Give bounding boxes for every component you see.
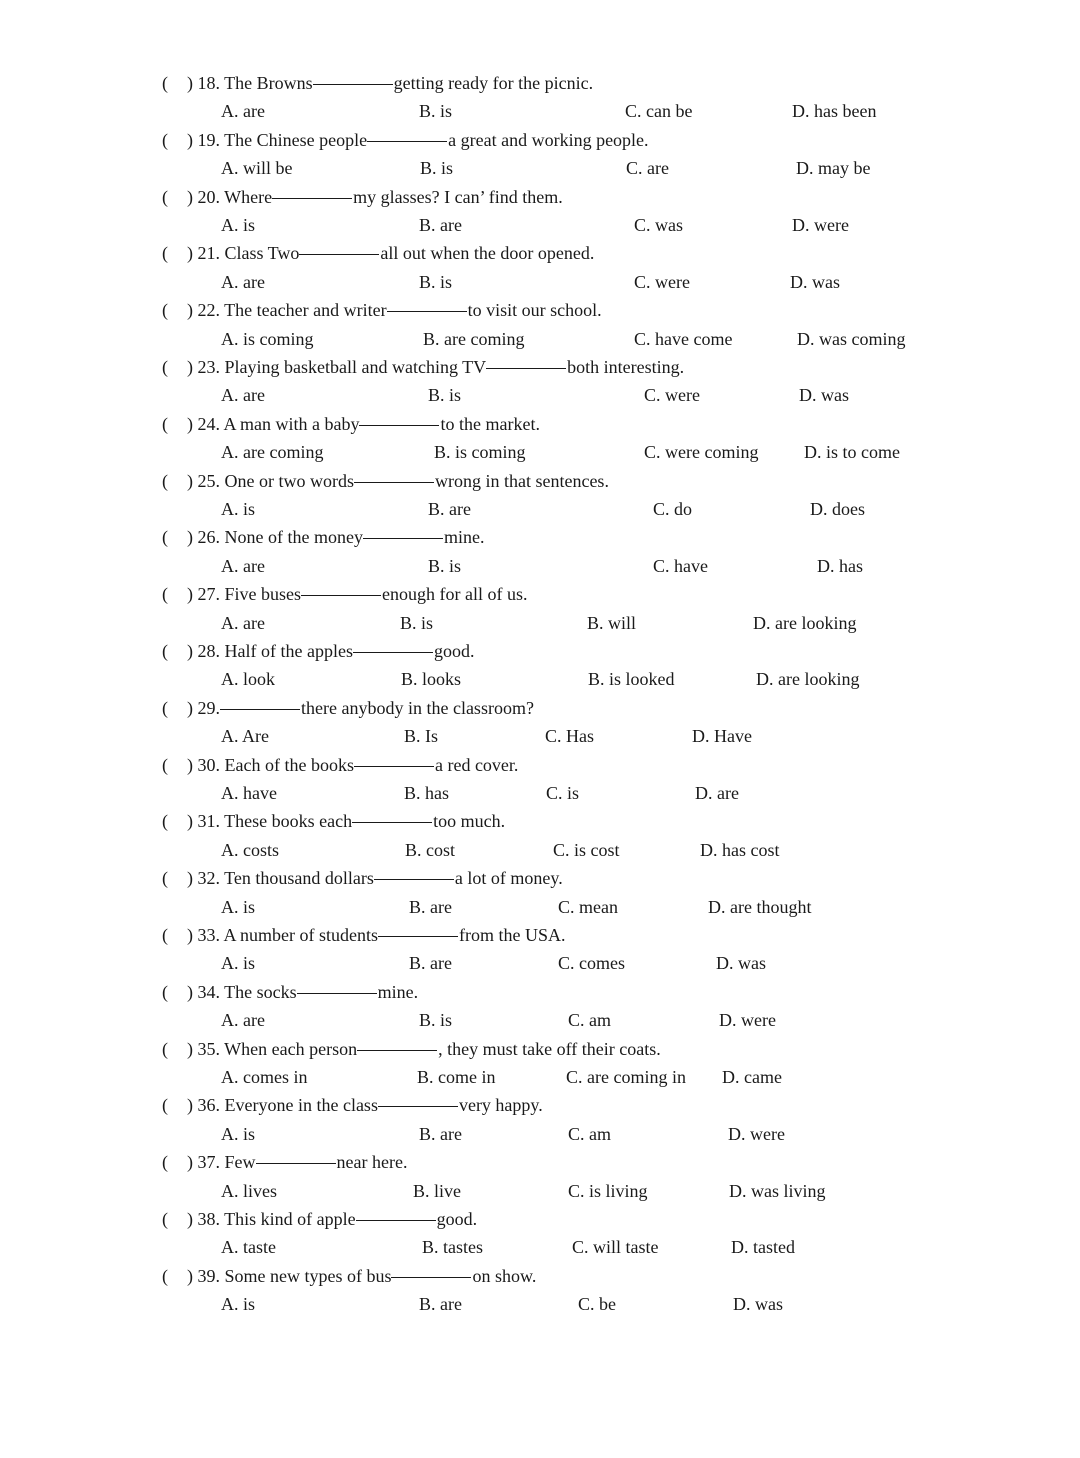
answer-blank (486, 367, 566, 369)
question-line (0, 1091, 1080, 1119)
option-b: B. are (419, 1123, 462, 1144)
question-continuation: near here. (336, 1152, 408, 1173)
answer-blank (356, 1219, 436, 1221)
option-c: C. will taste (572, 1237, 659, 1258)
option-b: B. are (419, 215, 462, 235)
option-b: B. is (420, 158, 454, 179)
option-c: C. am (568, 1123, 611, 1144)
question-line (0, 921, 1080, 949)
option-c: C. were (644, 385, 700, 406)
question-stem: ) 30. Each of the books (187, 754, 354, 775)
question-line (0, 1205, 1080, 1233)
option-b: B. cost (405, 839, 456, 860)
option-b: B. is (419, 1010, 453, 1031)
question-continuation: to the market. (440, 413, 540, 434)
answer-blank (374, 878, 454, 880)
answer-paren: ( (162, 981, 168, 1002)
option-b: B. has (404, 783, 449, 803)
options-row (0, 552, 1080, 580)
option-c: C. were coming (644, 442, 759, 463)
question-text (187, 523, 484, 551)
question-line (0, 296, 1080, 324)
option-d: D. were (719, 1010, 776, 1031)
question-continuation: too much. (433, 811, 506, 832)
option-c: C. Has (545, 726, 594, 747)
option-b: B. are coming (423, 328, 525, 349)
option-b: B. is (428, 555, 462, 576)
option-a: A. Are (221, 726, 269, 747)
answer-paren: ( (162, 641, 168, 661)
option-a: A. lives (221, 1180, 277, 1201)
question-text (187, 978, 418, 1006)
options-row (0, 722, 1080, 750)
answer-blank (378, 1105, 458, 1107)
options-row (0, 438, 1080, 466)
question-line (0, 410, 1080, 438)
answer-blank (272, 197, 352, 199)
question-text (187, 1205, 477, 1233)
option-a: A. are coming (221, 442, 324, 463)
question-line (0, 523, 1080, 551)
question-stem: ) 18. The Browns (187, 73, 313, 93)
question-continuation: enough for all of us. (382, 584, 528, 605)
question-line (0, 1035, 1080, 1063)
option-b: B. come in (417, 1067, 496, 1087)
option-b: B. looks (401, 669, 462, 690)
question-text (187, 864, 563, 892)
answer-paren: ( (162, 754, 168, 775)
answer-blank (357, 1049, 437, 1051)
answer-blank (391, 1276, 471, 1278)
question-line (0, 864, 1080, 892)
question-line (0, 353, 1080, 381)
question-continuation: a red cover. (434, 754, 519, 775)
options-row (0, 495, 1080, 523)
question-continuation: good. (433, 641, 475, 661)
option-a: A. are (221, 1010, 265, 1031)
answer-paren: ( (162, 811, 168, 832)
option-d: D. tasted (731, 1237, 795, 1258)
question-continuation: wrong in that sentences. (434, 470, 609, 491)
option-c: C. have (653, 555, 708, 576)
option-a: A. taste (221, 1237, 276, 1258)
option-a: A. is (221, 215, 256, 235)
option-a: A. is (221, 896, 256, 917)
answer-blank (359, 424, 439, 426)
option-d: D. was coming (797, 328, 906, 349)
option-c: C. be (578, 1294, 616, 1315)
option-b: B. are (419, 1294, 462, 1315)
answer-paren: ( (162, 300, 168, 321)
question-line (0, 1262, 1080, 1290)
question-continuation: good. (436, 1209, 478, 1229)
option-c: C. is living (568, 1180, 648, 1201)
question-text (187, 694, 534, 722)
options-row (0, 836, 1080, 864)
question-continuation: from the USA. (459, 925, 566, 945)
question-stem: ) 39. Some new types of bus (187, 1265, 392, 1286)
question-continuation: all out when the door opened. (380, 243, 595, 264)
question-stem: ) 24. A man with a baby (187, 413, 360, 434)
answer-paren: ( (162, 73, 168, 93)
answer-blank (256, 1162, 336, 1164)
option-d: D. has been (792, 101, 877, 122)
question-stem: ) 26. None of the money (187, 527, 363, 548)
option-d: D. are (695, 783, 739, 803)
option-c: C. were (634, 271, 690, 292)
option-d: D. has cost (700, 839, 780, 860)
option-b: B. is coming (434, 442, 526, 463)
question-stem: ) 32. Ten thousand dollars (187, 868, 374, 889)
question-line (0, 1148, 1080, 1176)
answer-blank (354, 481, 434, 483)
question-continuation: getting ready for the picnic. (393, 73, 594, 93)
answer-blank (313, 83, 393, 85)
options-row (0, 1233, 1080, 1261)
question-stem: ) 35. When each person (187, 1038, 358, 1059)
option-c: C. have come (634, 328, 733, 349)
option-d: D. was living (729, 1180, 826, 1201)
question-text (187, 69, 593, 97)
question-continuation: very happy. (458, 1095, 543, 1116)
option-d: D. has (817, 555, 863, 576)
option-b: B. is (419, 101, 453, 122)
question-stem: ) 25. One or two words (187, 470, 354, 491)
question-text (187, 637, 474, 665)
option-c: C. is cost (553, 839, 620, 860)
options-row (0, 1177, 1080, 1205)
option-d: D. was (790, 271, 840, 292)
question-text (187, 580, 527, 608)
question-stem: ) 21. Class Two (187, 243, 300, 264)
options-row (0, 381, 1080, 409)
option-a: A. is (221, 1294, 256, 1315)
answer-paren: ( (162, 925, 168, 945)
options-row (0, 325, 1080, 353)
answer-paren: ( (162, 697, 168, 718)
question-stem: ) 31. These books each (187, 811, 353, 832)
options-row (0, 665, 1080, 693)
answer-blank (299, 253, 379, 255)
option-a: A. have (221, 783, 277, 803)
option-c: C. are coming in (566, 1067, 686, 1087)
question-line (0, 807, 1080, 835)
option-c: C. are (626, 158, 669, 179)
option-d: D. are looking (753, 612, 857, 633)
options-row (0, 268, 1080, 296)
options-row (0, 1006, 1080, 1034)
option-c: C. do (653, 499, 693, 519)
question-text (187, 467, 609, 495)
question-stem: ) 23. Playing basketball and watching TV (187, 357, 487, 377)
answer-paren: ( (162, 243, 168, 264)
question-stem: ) 36. Everyone in the class (187, 1095, 378, 1116)
answer-blank (378, 935, 458, 937)
options-row (0, 779, 1080, 807)
options-row (0, 893, 1080, 921)
option-c: C. was (634, 215, 683, 235)
answer-paren: ( (162, 129, 168, 150)
question-continuation: mine. (443, 527, 485, 548)
question-continuation: on show. (472, 1265, 537, 1286)
question-stem: ) 37. Few (187, 1152, 256, 1173)
answer-paren: ( (162, 1038, 168, 1059)
option-b: B. are (409, 953, 452, 974)
question-line (0, 467, 1080, 495)
question-text (187, 239, 594, 267)
answer-blank (363, 537, 443, 539)
question-text (187, 126, 649, 154)
answer-blank (220, 708, 300, 710)
question-text (187, 1262, 536, 1290)
question-line (0, 978, 1080, 1006)
question-line (0, 580, 1080, 608)
question-text (187, 410, 540, 438)
option-d: D. were (728, 1123, 785, 1144)
answer-paren: ( (162, 470, 168, 491)
question-text (187, 1091, 543, 1119)
question-line (0, 751, 1080, 779)
answer-blank (387, 310, 467, 312)
option-d: D. was (799, 385, 849, 406)
option-b: B. tastes (422, 1237, 483, 1258)
question-stem: ) 19. The Chinese people (187, 129, 368, 150)
answer-paren: ( (162, 584, 168, 605)
option-d: D. were (792, 215, 849, 235)
answer-paren: ( (162, 1209, 168, 1229)
question-continuation: a lot of money. (454, 868, 563, 889)
option-b: B. are (428, 499, 471, 519)
question-continuation: my glasses? I can’ find them. (353, 186, 563, 207)
question-text (187, 1035, 661, 1063)
option-d: D. does (810, 499, 865, 519)
question-stem: ) 33. A number of students (187, 925, 378, 945)
answer-paren: ( (162, 1095, 168, 1116)
question-line (0, 694, 1080, 722)
option-b: B. live (413, 1180, 461, 1201)
question-stem: ) 34. The socks (187, 981, 297, 1002)
option-d: D. are looking (756, 669, 860, 690)
option-a: A. are (221, 612, 265, 633)
option-a: A. is (221, 499, 256, 519)
option-a: A. costs (221, 839, 279, 860)
option-a: A. will be (221, 158, 293, 179)
option-d: D. came (722, 1067, 782, 1087)
question-continuation: both interesting. (567, 357, 685, 377)
answer-paren: ( (162, 1265, 168, 1286)
answer-blank (352, 821, 432, 823)
option-a: A. is (221, 953, 256, 974)
answer-paren: ( (162, 527, 168, 548)
options-row (0, 1120, 1080, 1148)
option-c: C. is (546, 783, 580, 803)
option-d: D. Have (692, 726, 752, 747)
options-row (0, 949, 1080, 977)
option-b: B. Is (404, 726, 439, 747)
option-a: A. are (221, 101, 265, 122)
answer-paren: ( (162, 868, 168, 889)
question-text (187, 807, 505, 835)
question-text (187, 751, 518, 779)
answer-paren: ( (162, 1152, 168, 1173)
question-continuation: , they must take off their coats. (438, 1038, 661, 1059)
question-stem: ) 22. The teacher and writer (187, 300, 387, 321)
option-b: B. is (400, 612, 434, 633)
answer-blank (301, 594, 381, 596)
question-continuation: a great and working people. (448, 129, 649, 150)
question-line (0, 126, 1080, 154)
question-text (187, 183, 563, 211)
answer-blank (354, 765, 434, 767)
question-text (187, 1148, 407, 1176)
option-c: B. is looked (588, 669, 675, 690)
options-row (0, 154, 1080, 182)
question-text (187, 296, 602, 324)
option-b: B. is (428, 385, 462, 406)
question-stem: ) 38. This kind of apple (187, 1209, 356, 1229)
question-stem: ) 20. Where (187, 186, 273, 207)
options-row (0, 97, 1080, 125)
option-a: A. are (221, 555, 265, 576)
option-d: D. was (716, 953, 766, 974)
option-a: A. look (221, 669, 275, 690)
answer-blank (353, 651, 433, 653)
option-a: A. are (221, 385, 265, 406)
question-text (187, 921, 566, 949)
option-b: B. is (419, 271, 453, 292)
option-c: C. mean (558, 896, 618, 917)
options-row (0, 609, 1080, 637)
option-c: C. am (568, 1010, 611, 1031)
question-line (0, 183, 1080, 211)
options-row (0, 211, 1080, 239)
option-c: C. can be (625, 101, 693, 122)
answer-paren: ( (162, 413, 168, 434)
option-a: A. is coming (221, 328, 314, 349)
answer-paren: ( (162, 357, 168, 377)
question-continuation: there anybody in the classroom? (301, 697, 534, 718)
question-continuation: mine. (377, 981, 419, 1002)
option-b: B. are (409, 896, 452, 917)
option-d: D. was (733, 1294, 783, 1315)
option-a: A. are (221, 271, 265, 292)
question-stem: ) 28. Half of the apples (187, 641, 353, 661)
option-d: D. are thought (708, 896, 812, 917)
question-line (0, 69, 1080, 97)
options-row (0, 1063, 1080, 1091)
answer-blank (367, 140, 447, 142)
question-continuation: to visit our school. (467, 300, 602, 321)
question-line (0, 239, 1080, 267)
question-text (187, 353, 684, 381)
option-a: A. comes in (221, 1067, 308, 1087)
option-c: B. will (587, 612, 637, 633)
question-stem: ) 29. (187, 697, 220, 718)
option-d: D. may be (796, 158, 871, 179)
options-row (0, 1290, 1080, 1318)
option-a: A. is (221, 1123, 256, 1144)
option-c: C. comes (558, 953, 625, 974)
option-d: D. is to come (804, 442, 900, 463)
answer-blank (297, 992, 377, 994)
question-stem: ) 27. Five buses (187, 584, 301, 605)
question-line (0, 637, 1080, 665)
answer-paren: ( (162, 186, 168, 207)
